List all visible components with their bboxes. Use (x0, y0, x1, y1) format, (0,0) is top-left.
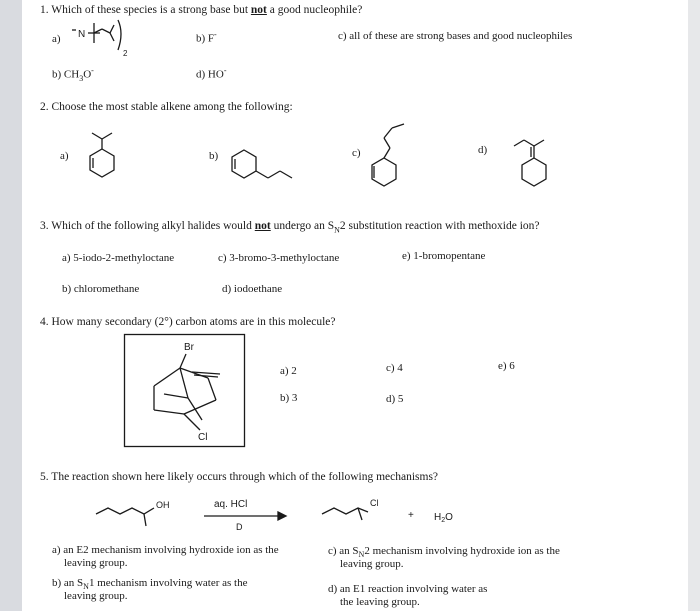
q5-option-b-line2: leaving group. (64, 590, 128, 602)
q5-cl-label: Cl (370, 498, 379, 508)
q5-option-a-line1[interactable]: a) an E2 mechanism involving hydroxide ion as the (52, 544, 279, 556)
q4-option-d[interactable]: d) 5 (386, 393, 404, 405)
q5-reaction (96, 492, 566, 540)
q2-alkene-a (82, 125, 142, 195)
right-margin (688, 0, 700, 611)
q1-subscript: 2 (123, 49, 128, 58)
q1-option-a[interactable]: a) (52, 33, 61, 45)
q5-option-d-line2: the leaving group. (340, 596, 420, 608)
q4-structure-box (124, 334, 246, 448)
q4-br-label: Br (184, 342, 194, 353)
q5-below-arrow: D (236, 522, 243, 532)
q5-reagent: aq. HCl (214, 499, 248, 510)
q5-option-c-line1[interactable]: c) an $S_N2$ mechanism involving hydroxide ion as the (328, 545, 560, 560)
q3-option-b[interactable]: b) chloromethane (62, 283, 140, 295)
q2-label-c[interactable]: c) (352, 147, 361, 159)
q2-alkene-c (364, 118, 424, 198)
q1-option-d[interactable]: d) HO- (196, 66, 227, 81)
q1-n-label: N (78, 29, 86, 40)
q4-option-b[interactable]: b) 3 (280, 392, 298, 404)
q2-question: 2. Choose the most stable alkene among the following: (40, 101, 293, 113)
q1-lda-structure (66, 18, 146, 68)
q5-water: $H_2O$ (434, 512, 453, 524)
q4-option-e[interactable]: e) 6 (498, 360, 515, 372)
q3-option-e[interactable]: e) 1-bromopentane (402, 250, 486, 262)
q1-option-c[interactable]: c) all of these are strong bases and good nucleophiles (338, 30, 573, 42)
q3-question: 3. Which of the following alkyl halides would not undergo an $S_N2$ substitution reaction with methoxide ion? (40, 220, 540, 235)
q1-option-b-methoxide[interactable]: b) $CH_3O^-$ (52, 66, 94, 83)
q5-plus: + (408, 510, 414, 521)
q1-question: 1. Which of these species is a strong base but not a good nucleophile? (40, 4, 363, 16)
q3-option-c[interactable]: c) 3-bromo-3-methyloctane (218, 252, 340, 264)
q4-question: 4. How many secondary (2°) carbon atoms are in this molecule? (40, 316, 336, 328)
q4-option-a[interactable]: a) 2 (280, 365, 297, 377)
q5-question: 5. The reaction shown here likely occurs through which of the following mechanisms? (40, 471, 439, 483)
q2-label-d[interactable]: d) (478, 144, 488, 156)
q5-option-b-line1[interactable]: b) an $S_N1$ mechanism involving water as the (52, 577, 248, 592)
q4-cl-label: Cl (198, 432, 208, 443)
q3-option-a[interactable]: a) 5-iodo-2-methyloctane (62, 252, 175, 264)
q4-option-c[interactable]: c) 4 (386, 362, 403, 374)
q5-option-a-line2: leaving group. (64, 557, 128, 569)
q2-alkene-b (226, 140, 306, 190)
q5-oh-label: OH (156, 500, 170, 510)
q2-label-b[interactable]: b) (209, 150, 219, 162)
q2-label-a[interactable]: a) (60, 150, 69, 162)
q3-option-d[interactable]: d) iodoethane (222, 283, 283, 295)
q5-option-d-line1[interactable]: d) an E1 reaction involving water as (328, 583, 488, 595)
q5-option-c-line2: leaving group. (340, 558, 404, 570)
q1-option-b-fluoride[interactable]: b) F- (196, 30, 217, 45)
q2-alkene-d (494, 132, 564, 202)
left-margin (0, 0, 22, 611)
